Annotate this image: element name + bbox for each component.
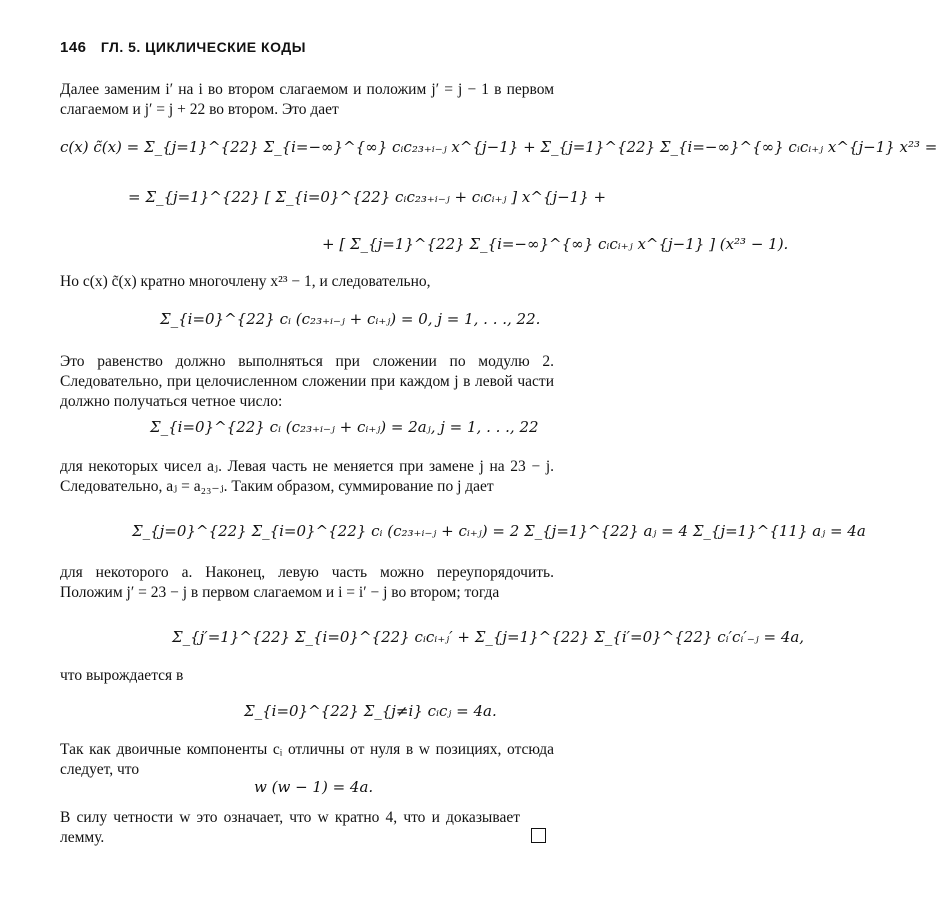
end-of-proof-square <box>531 828 546 843</box>
paragraph-2: Но c(x) c̃(x) кратно многочлену x²³ − 1, и следовательно, <box>60 273 431 290</box>
equation-zero-condition: Σ_{i=0}^{22} cᵢ (c₂₃₊ᵢ₋ⱼ + cᵢ₊ⱼ) = 0, j = 1, . . ., 22. <box>160 310 541 328</box>
equation-reordered-sum: Σ_{j′=1}^{22} Σ_{i=0}^{22} cᵢcᵢ₊ⱼ′ + Σ_{j=1}^{22} Σ_{i′=0}^{22} cᵢ′cᵢ′₋ⱼ = 4a, <box>172 628 805 646</box>
equation-product-expansion: c(x) c̃(x) = Σ_{j=1}^{22} Σ_{i=−∞}^{∞} cᵢc₂₃₊ᵢ₋ⱼ x^{j−1} + Σ_{j=1}^{22} Σ_{i=−∞}^{∞} cᵢcᵢ₊ⱼ x^{j−1} x²³ = <box>60 138 937 156</box>
equation-regrouped-sum: = Σ_{j=1}^{22} [ Σ_{i=0}^{22} cᵢc₂₃₊ᵢ₋ⱼ + cᵢcᵢ₊ⱼ ] x^{j−1} + <box>128 188 607 206</box>
equation-remainder-term: + [ Σ_{j=1}^{22} Σ_{i=−∞}^{∞} cᵢcᵢ₊ⱼ x^{j−1} ] (x²³ − 1). <box>322 235 789 253</box>
running-title: ГЛ. 5. ЦИКЛИЧЕСКИЕ КОДЫ <box>100 39 306 55</box>
equation-weight-relation: w (w − 1) = 4a. <box>254 778 374 796</box>
paragraph-8: В силу четности w это означает, что w кратно 4, что и доказывает лемму. <box>60 809 520 846</box>
paragraph-6: что вырождается в <box>60 667 184 684</box>
running-header <box>60 38 550 57</box>
paragraph-4: для некоторых чисел aⱼ. Левая часть не меняется при замене j на 23 − j. Следовательно, aⱼ = a₂₃₋ⱼ. Таким образом, суммирование по j дает <box>60 458 554 495</box>
equation-summation-over-j: Σ_{j=0}^{22} Σ_{i=0}^{22} cᵢ (c₂₃₊ᵢ₋ⱼ + cᵢ₊ⱼ) = 2 Σ_{j=1}^{22} aⱼ = 4 Σ_{j=1}^{11} aⱼ = 4a <box>132 522 866 540</box>
paragraph-5: для некоторого a. Наконец, левую часть можно переупорядочить. Положим j′ = 23 − j в первом слагаемом и i = i′ − j во втором; тогда <box>60 564 554 601</box>
paragraph-7: Так как двоичные компоненты cᵢ отличны от нуля в w позициях, отсюда следует, что <box>60 741 554 778</box>
paragraph-1: Далее заменим i′ на i во втором слагаемом и положим j′ = j − 1 в первом слагаемом и j′ = j + 22 во втором. Это дает <box>60 81 554 118</box>
equation-even-condition: Σ_{i=0}^{22} cᵢ (c₂₃₊ᵢ₋ⱼ + cᵢ₊ⱼ) = 2aⱼ, j = 1, . . ., 22 <box>150 418 539 436</box>
page-number: 146 <box>60 39 87 56</box>
paragraph-3: Это равенство должно выполняться при сложении по модулю 2. Следовательно, при целочисленном сложении при каждом j в левой части должно получаться четное число: <box>60 353 554 410</box>
equation-degenerate-sum: Σ_{i=0}^{22} Σ_{j≠i} cᵢcⱼ = 4a. <box>244 702 497 720</box>
